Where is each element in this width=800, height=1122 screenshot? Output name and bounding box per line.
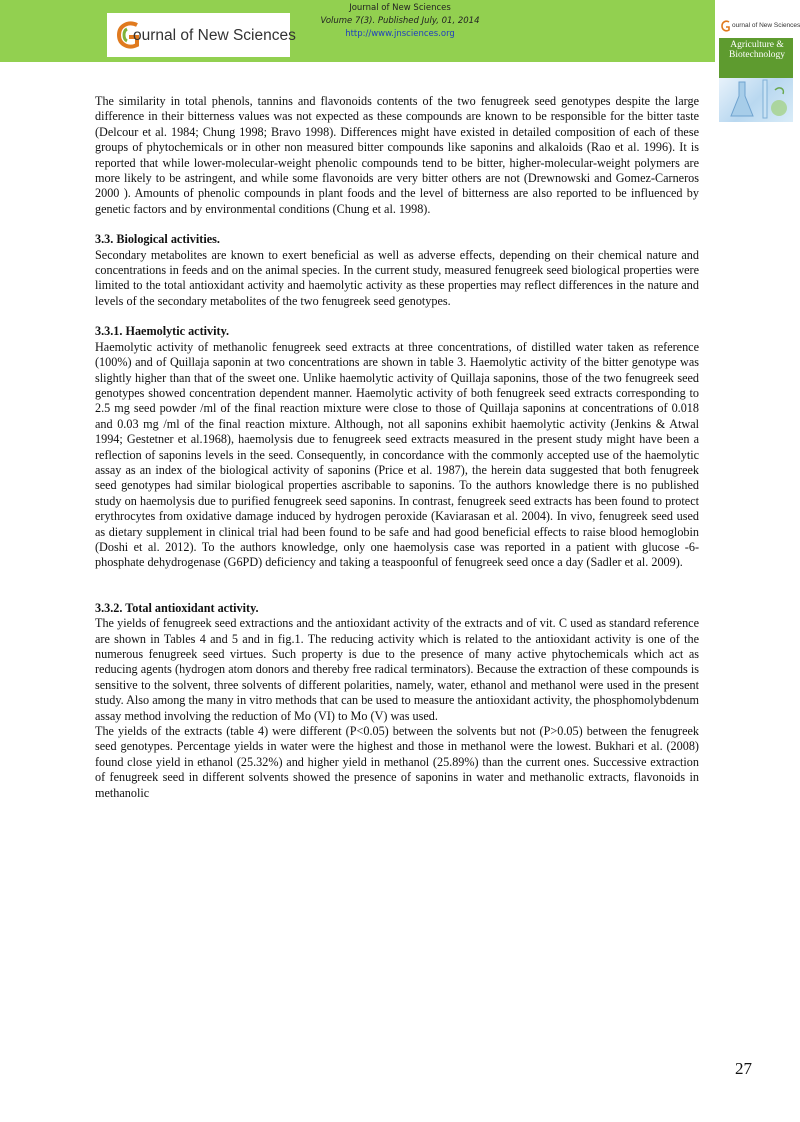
journal-url-link[interactable]: http://www.jnsciences.org	[345, 29, 455, 39]
paragraph-secondary-metabolites: Secondary metabolites are known to exert beneficial as well as adverse effects, depending on their chemical nature and concentrations in feeds and on the animal species. In the current study, measured fenugreek seed biological properties were limited to the total antioxidant activity and haemolytic activity as these properties may reflect differences in the nature and levels of the secondary metabolites of the two fenugreek seed genotypes.	[95, 247, 699, 308]
badge-logo-text: ournal of New Sciences	[732, 22, 800, 29]
badge-title: Agriculture & Biotechnology	[729, 40, 785, 60]
heading-antioxidant-activity: 3.3.2. Total antioxidant activity.	[95, 600, 259, 615]
badge-photo	[719, 78, 793, 122]
journal-logo	[107, 13, 296, 57]
badge-logo	[719, 18, 800, 38]
article-body	[95, 94, 699, 801]
badge-logo-icon	[721, 20, 731, 32]
lab-glassware-icon	[719, 78, 793, 122]
paragraph-bitterness: The similarity in total phenols, tannins and flavonoids contents of the two fenugreek seed genotypes despite the large difference in their bitterness values was not expected as these compounds are known to be responsible for the bitter taste (Delcour et al. 1984; Chung 1998; Bravo 1998). Differences might have existed in detailed composition of each of these groups of phytochemicals or in other non measured bitter compounds like saponins and alkaloids (Rao et al. 1996). It is reported that while lower-molecular-weight phenolic compounds tend to be bitter, higher-molecular-weight polymers are more likely to be astringent, and while some flavonoids are very bitter others are not (Drewnowski and Gomez-Carneros 2000 ). Amounts of phenolic compounds in plant foods and the level of bitterness are also reported to be influenced by genetic factors and by environmental conditions (Chung et al. 1998).	[95, 94, 699, 216]
heading-biological-activities: 3.3. Biological activities.	[95, 232, 220, 247]
journal-name: Journal of New Sciences	[349, 3, 451, 13]
paragraph-haemolytic: Haemolytic activity of methanolic fenugreek seed extracts at three concentrations, of distilled water taken as reference (100%) and of Quillaja saponin at two concentrations are shown in table 3. Haemolytic activity of the bitter genotype was slightly higher than that of the sweet one. Unlike haemolytic activity of Quillaja saponins, those of the two fenugreek seed genotypes showed concentration dependent manner. Haemolytic activity of both fenugreek seed extracts corresponding to 2.5 mg seed powder /ml of the final reaction mixture were close to those of Quillaja saponins at concentrations of 0.018 and 0.03 mg /ml of the final reaction mixture. Although, not all saponins exhibit haemolytic activity (Jenkins & Atwal 1994; Gestetner et al.1968), haemolysis due to fenugreek seed extracts measured in the present study might have been a reflection of saponins levels in the seed. Consequently, in concordance with the commonly accepted use of the haemolytic assay as an index of the biological activity of saponins (Price et al. 1987), the herein data suggested that both fenugreek seed genotypes had similar biological properties ascribable to saponins. To the authors knowledge there is no published study on haemolysis due to purified fenugreek seed saponins. In contrast, fenugreek seed extracts has been found to protect erythrocytes from oxidative damage induced by hydrogen peroxide (Kaviarasan et al. 2004). In vivo, fenugreek seed used as dietary supplement in clinical trial had been found to be safe and had good beneficial effects to raise blood hemoglobin (Doshi et al. 2012). To the authors knowledge, only one haemolysis case was reported in a patient with glucose -6- phosphate dehydrogenase (G6PD) deficiency and taking a teaspoonful of fenugreek seed once a day (Sadler et al. 2009).	[95, 339, 699, 570]
journal-volume: Volume 7(3). Published July, 01, 2014	[320, 16, 480, 26]
journal-header-band	[0, 0, 715, 62]
paragraph-extract-yields: The yields of the extracts (table 4) were different (P<0.05) between the solvents but not (P>0.05) between the fenugreek seed genotypes. Percentage yields in water were the highest and those in methanol were the lowest. Bukhari et al. (2008) found close yield in ethanol (25.32%) and higher yield in methanol (25.89%) than the current ones. Successive extraction of fenugreek seed in different solvents showed the presence of saponins in water and methanolic extracts, flavonoids in methanolic	[95, 724, 699, 800]
page-number: 27	[735, 1059, 752, 1078]
paragraph-antioxidant: The yields of fenugreek seed extractions and the antioxidant activity of the extracts and of vit. C used as standard reference are shown in Tables 4 and 5 and in fig.1. The reducing activity which is related to the antioxidant activity is one of the numerous fenugreek seed virtues. Such property is due to the presence of many active phytochemicals which act as reducing agents (hydrogen atom donors and thereby free radical terminators). Because the extraction of these compounds is sensitive to the solvent, three solvents of different polarities, namely, water, ethanol and methanol were used in the present study. Also among the many in vitro methods that can be used to measure the antioxidant activity, the phosphomolybdenum assay method involving the reduction of Mo (VI) to Mo (V) was used.	[95, 616, 699, 723]
heading-haemolytic-activity: 3.3.1. Haemolytic activity.	[95, 324, 230, 339]
journal-logo-text: ournal of New Sciences	[133, 27, 296, 44]
section-badge	[719, 18, 800, 122]
